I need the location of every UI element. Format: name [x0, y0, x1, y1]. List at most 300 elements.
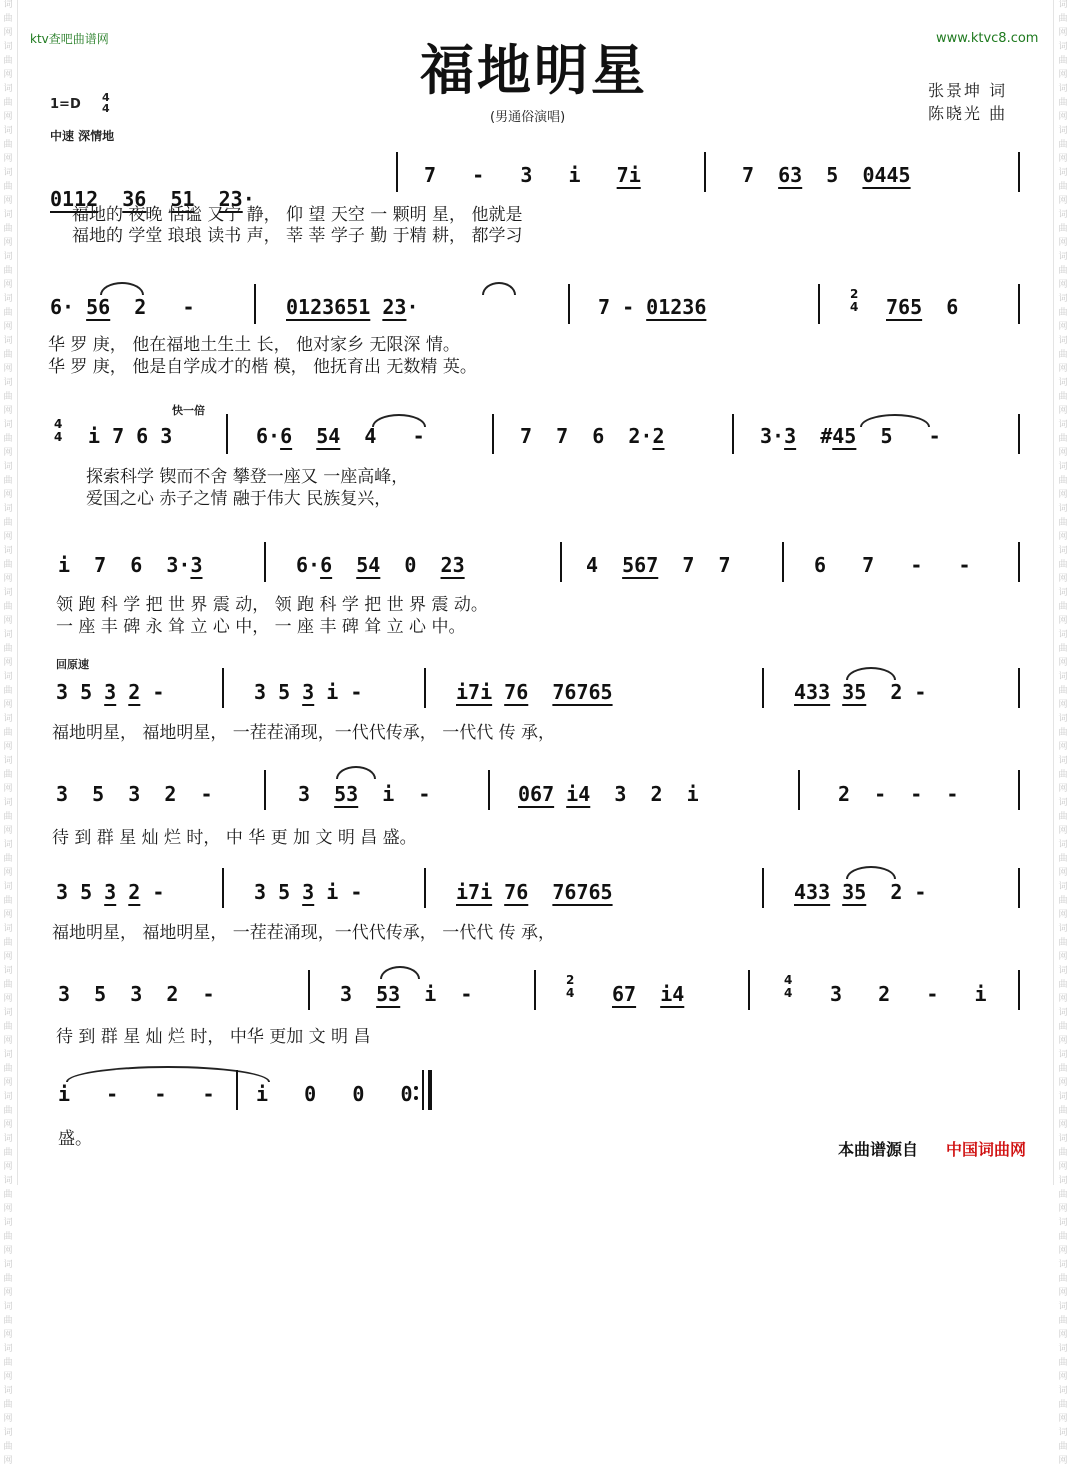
barline — [1018, 970, 1020, 1010]
watermark-glyph: 网 — [1058, 490, 1068, 500]
watermark-glyph: 网 — [3, 238, 13, 248]
watermark-glyph: 网 — [3, 700, 13, 710]
watermark-glyph: 网 — [3, 868, 13, 878]
watermark-glyph: 曲 — [3, 770, 13, 780]
watermark-glyph: 网 — [3, 490, 13, 500]
watermark-glyph: 曲 — [1058, 896, 1068, 906]
watermark-glyph: 网 — [3, 1120, 13, 1130]
lyrics-row-5: 福地明星， 福地明星， 一茬茬涌现，一代代传承， 一代代 传 承， — [52, 723, 556, 743]
watermark-glyph: 网 — [1058, 1246, 1068, 1256]
watermark-glyph: 网 — [3, 154, 13, 164]
lyrics-row-3-verse-2: 爱国之心 赤子之情 融于伟大 民族复兴， — [86, 489, 392, 509]
watermark-glyph: 曲 — [3, 728, 13, 738]
watermark-glyph: 网 — [3, 826, 13, 836]
lyrics-row-1-verse-2: 福地的 学堂 琅琅 读书 声， 莘 莘 学子 勤 于精 耕， 都学习 — [72, 226, 523, 246]
watermark-glyph: 词 — [3, 924, 13, 934]
watermark-glyph: 网 — [3, 1330, 13, 1340]
watermark-glyph: 网 — [3, 1372, 13, 1382]
watermark-glyph: 曲 — [1058, 182, 1068, 192]
watermark-glyph: 词 — [3, 840, 13, 850]
watermark-glyph: 网 — [1058, 658, 1068, 668]
lyrics-row-3-verse-1: 探索科学 锲而不舍 攀登一座又 一座高峰， — [86, 467, 409, 487]
watermark-glyph: 词 — [1058, 168, 1068, 178]
watermark-glyph: 网 — [3, 280, 13, 290]
watermark-glyph: 网 — [3, 994, 13, 1004]
lyrics-row-4-verse-1: 领 跑 科 学 把 世 界 震 动， 领 跑 科 学 把 世 界 震 动。 — [56, 595, 488, 615]
watermark-glyph: 词 — [1058, 882, 1068, 892]
watermark-glyph: 词 — [3, 1008, 13, 1018]
watermark-glyph: 网 — [1058, 28, 1068, 38]
watermark-glyph: 词 — [1058, 504, 1068, 514]
watermark-glyph: 曲 — [1058, 14, 1068, 24]
watermark-glyph: 网 — [1058, 742, 1068, 752]
watermark-glyph: 曲 — [1058, 644, 1068, 654]
watermark-glyph: 词 — [1058, 714, 1068, 724]
watermark-glyph: 网 — [1058, 1288, 1068, 1298]
watermark-glyph: 网 — [1058, 154, 1068, 164]
notation-row-1: 0112 36 51 23· — [50, 187, 303, 211]
watermark-glyph: 网 — [1058, 616, 1068, 626]
site-logo-left[interactable]: ktv查吧曲谱网 — [30, 32, 109, 46]
watermark-glyph: 词 — [1058, 546, 1068, 556]
watermark-glyph: 网 — [1058, 1372, 1068, 1382]
tempo-change-mark: 快一倍 — [172, 404, 205, 417]
watermark-glyph: 网 — [3, 322, 13, 332]
watermark-glyph: 曲 — [3, 1400, 13, 1410]
notation-row-8-m4: 3 2 - i — [830, 982, 987, 1006]
watermark-glyph: 词 — [1058, 336, 1068, 346]
watermark-glyph: 网 — [1058, 406, 1068, 416]
watermark-glyph: 曲 — [3, 518, 13, 528]
watermark-glyph: 网 — [1058, 1456, 1068, 1466]
watermark-glyph: 网 — [3, 1036, 13, 1046]
barline — [236, 1070, 238, 1110]
tempo-marking: 中速 深情地 — [50, 129, 115, 143]
watermark-glyph: 曲 — [3, 1274, 13, 1284]
watermark-glyph: 曲 — [3, 308, 13, 318]
watermark-glyph: 曲 — [3, 1148, 13, 1158]
watermark-glyph: 网 — [1058, 826, 1068, 836]
watermark-glyph: 网 — [1058, 322, 1068, 332]
watermark-glyph: 词 — [1058, 1008, 1068, 1018]
watermark-glyph: 网 — [3, 1162, 13, 1172]
watermark-glyph: 词 — [3, 714, 13, 724]
watermark-glyph: 曲 — [3, 1232, 13, 1242]
watermark-glyph: 曲 — [1058, 434, 1068, 444]
watermark-glyph: 曲 — [3, 1358, 13, 1368]
watermark-glyph: 网 — [3, 574, 13, 584]
watermark-glyph: 网 — [1058, 784, 1068, 794]
watermark-glyph: 词 — [1058, 462, 1068, 472]
watermark-glyph: 词 — [1058, 924, 1068, 934]
watermark-glyph: 网 — [3, 1414, 13, 1424]
watermark-glyph: 词 — [3, 210, 13, 220]
watermark-glyph: 词 — [1058, 252, 1068, 262]
watermark-glyph: 网 — [1058, 70, 1068, 80]
watermark-glyph: 词 — [3, 336, 13, 346]
watermark-glyph: 词 — [3, 1386, 13, 1396]
watermark-glyph: 网 — [1058, 1120, 1068, 1130]
barline — [424, 668, 426, 708]
notation-row-8-m2: 3 53 i - — [340, 982, 473, 1006]
watermark-glyph: 词 — [3, 0, 13, 10]
watermark-glyph: 网 — [3, 952, 13, 962]
watermark-glyph: 曲 — [3, 938, 13, 948]
watermark-glyph: 词 — [3, 588, 13, 598]
time-sig-top: 4 — [102, 91, 110, 104]
watermark-glyph: 词 — [1058, 588, 1068, 598]
notation-row-2-m4: 765 6 — [886, 295, 959, 319]
barline — [762, 868, 764, 908]
watermark-glyph: 曲 — [1058, 518, 1068, 528]
watermark-glyph: 曲 — [1058, 938, 1068, 948]
barline — [222, 868, 224, 908]
watermark-glyph: 网 — [3, 1288, 13, 1298]
watermark-glyph: 网 — [3, 196, 13, 206]
watermark-glyph: 词 — [3, 1428, 13, 1438]
watermark-glyph: 曲 — [1058, 98, 1068, 108]
notation-row-4-m2: 6·6 54 0 23 — [296, 553, 465, 577]
left-margin-line — [17, 0, 18, 1185]
barline — [1018, 152, 1020, 192]
watermark-glyph: 词 — [1058, 1050, 1068, 1060]
barline — [798, 770, 800, 810]
slur — [380, 966, 420, 979]
watermark-glyph: 词 — [3, 42, 13, 52]
time-signature-change-2-4: 2 4 — [850, 287, 859, 314]
barline — [264, 770, 266, 810]
notation-row-7-m3: i7i 76 76765 — [456, 880, 613, 904]
song-title: 福地明星 — [420, 38, 648, 102]
barline — [534, 970, 536, 1010]
barline — [560, 542, 562, 582]
watermark-glyph: 曲 — [3, 854, 13, 864]
watermark-glyph: 网 — [3, 448, 13, 458]
left-watermark-strip — [2, 0, 14, 1466]
barline — [488, 770, 490, 810]
watermark-glyph: 词 — [3, 1092, 13, 1102]
watermark-glyph: 曲 — [1058, 224, 1068, 234]
watermark-glyph: 词 — [1058, 672, 1068, 682]
watermark-glyph: 曲 — [1058, 602, 1068, 612]
watermark-glyph: 网 — [3, 70, 13, 80]
slur — [336, 766, 376, 779]
watermark-glyph: 词 — [3, 1344, 13, 1354]
watermark-glyph: 网 — [3, 28, 13, 38]
notation-row-2-m1: 6· 56 2 - — [50, 295, 195, 319]
watermark-glyph: 网 — [3, 1078, 13, 1088]
barline — [568, 284, 570, 324]
watermark-glyph: 词 — [3, 420, 13, 430]
watermark-glyph: 词 — [3, 1218, 13, 1228]
watermark-glyph: 曲 — [1058, 854, 1068, 864]
watermark-glyph: 网 — [1058, 1078, 1068, 1088]
watermark-glyph: 曲 — [1058, 1358, 1068, 1368]
key-signature: 1=D — [50, 97, 81, 112]
watermark-glyph: 词 — [1058, 966, 1068, 976]
watermark-glyph: 曲 — [1058, 1274, 1068, 1284]
watermark-glyph: 曲 — [3, 1442, 13, 1452]
watermark-glyph: 词 — [3, 1260, 13, 1270]
watermark-glyph: 网 — [1058, 868, 1068, 878]
watermark-glyph: 曲 — [3, 224, 13, 234]
watermark-glyph: 词 — [3, 168, 13, 178]
notation-row-4-m1: i 7 6 3·3 — [58, 553, 203, 577]
watermark-glyph: 曲 — [3, 1190, 13, 1200]
time-signature-change-4-4: 4 4 — [784, 973, 793, 1000]
slur — [100, 282, 144, 295]
watermark-glyph: 词 — [1058, 1176, 1068, 1186]
notation-row-5-m4: 433 35 2 - — [794, 680, 927, 704]
watermark-glyph: 曲 — [3, 434, 13, 444]
watermark-glyph: 词 — [1058, 630, 1068, 640]
lyricist-credit: 张景坤 词 — [928, 81, 1008, 100]
watermark-glyph: 网 — [3, 112, 13, 122]
time-sig-bottom: 4 — [102, 102, 110, 115]
watermark-glyph: 词 — [1058, 126, 1068, 136]
composer-credit: 陈晓光 曲 — [928, 104, 1008, 123]
watermark-glyph: 曲 — [3, 476, 13, 486]
barline — [748, 970, 750, 1010]
tie-slur — [66, 1066, 270, 1082]
watermark-glyph: 网 — [1058, 196, 1068, 206]
watermark-glyph: 曲 — [1058, 1190, 1068, 1200]
watermark-glyph: 曲 — [3, 896, 13, 906]
watermark-glyph: 词 — [3, 1134, 13, 1144]
lyrics-row-6: 待 到 群 星 灿 烂 时， 中 华 更 加 文 明 昌 盛。 — [52, 828, 417, 848]
watermark-glyph: 曲 — [1058, 770, 1068, 780]
watermark-glyph: 词 — [3, 798, 13, 808]
watermark-glyph: 曲 — [1058, 1232, 1068, 1242]
watermark-glyph: 网 — [1058, 1036, 1068, 1046]
watermark-glyph: 词 — [1058, 84, 1068, 94]
notation-row-6-m1: 3 5 3 2 - — [56, 782, 213, 806]
notation-row-7-m4: 433 35 2 - — [794, 880, 927, 904]
barline — [222, 668, 224, 708]
watermark-glyph: 曲 — [1058, 56, 1068, 66]
notation-row-6-m2: 3 53 i - — [298, 782, 431, 806]
notation-row-3-m4: 3·3 #45 5 - — [760, 424, 941, 448]
notation-row-3-m3: 7 7 6 2·2 — [520, 424, 665, 448]
watermark-glyph: 网 — [1058, 364, 1068, 374]
slur — [482, 282, 516, 295]
barline — [226, 414, 228, 454]
watermark-glyph: 曲 — [1058, 1148, 1068, 1158]
watermark-glyph: 词 — [1058, 42, 1068, 52]
watermark-glyph: 网 — [1058, 994, 1068, 1004]
watermark-glyph: 词 — [1058, 798, 1068, 808]
watermark-glyph: 曲 — [1058, 1400, 1068, 1410]
watermark-glyph: 曲 — [1058, 686, 1068, 696]
watermark-glyph: 词 — [3, 252, 13, 262]
watermark-glyph: 曲 — [3, 14, 13, 24]
watermark-glyph: 曲 — [1058, 1022, 1068, 1032]
notation-row-1-m3: 7 63 5 0445 — [742, 163, 911, 187]
watermark-glyph: 曲 — [1058, 1064, 1068, 1074]
watermark-glyph: 网 — [1058, 910, 1068, 920]
watermark-glyph: 曲 — [3, 392, 13, 402]
watermark-glyph: 曲 — [3, 1316, 13, 1326]
barline — [818, 284, 820, 324]
watermark-glyph: 网 — [1058, 238, 1068, 248]
barline — [492, 414, 494, 454]
watermark-glyph: 词 — [1058, 1260, 1068, 1270]
watermark-glyph: 词 — [3, 84, 13, 94]
notation-row-8-m3: 67 i4 — [612, 982, 685, 1006]
watermark-glyph: 词 — [3, 966, 13, 976]
watermark-glyph: 网 — [3, 910, 13, 920]
watermark-glyph: 词 — [3, 630, 13, 640]
watermark-glyph: 网 — [1058, 574, 1068, 584]
site-url-right[interactable]: www.ktvc8.com — [936, 31, 1039, 46]
watermark-glyph: 曲 — [3, 644, 13, 654]
watermark-glyph: 曲 — [3, 350, 13, 360]
watermark-glyph: 曲 — [1058, 266, 1068, 276]
right-watermark-strip — [1057, 0, 1069, 1466]
watermark-glyph: 曲 — [1058, 350, 1068, 360]
watermark-glyph: 网 — [3, 616, 13, 626]
notation-row-4-m4: 6 7 - - — [814, 553, 971, 577]
watermark-glyph: 曲 — [1058, 980, 1068, 990]
watermark-glyph: 词 — [1058, 420, 1068, 430]
watermark-glyph: 词 — [3, 1050, 13, 1060]
notation-row-9-m2: i 0 0 0 — [256, 1082, 413, 1106]
watermark-glyph: 曲 — [3, 1106, 13, 1116]
watermark-glyph: 网 — [1058, 1162, 1068, 1172]
time-signature — [102, 92, 110, 114]
watermark-glyph: 曲 — [3, 1022, 13, 1032]
watermark-glyph: 词 — [1058, 0, 1068, 10]
watermark-glyph: 网 — [3, 784, 13, 794]
watermark-glyph: 网 — [1058, 1414, 1068, 1424]
watermark-glyph: 曲 — [3, 812, 13, 822]
watermark-glyph: 曲 — [3, 686, 13, 696]
watermark-glyph: 曲 — [3, 602, 13, 612]
watermark-glyph: 网 — [3, 1456, 13, 1466]
watermark-glyph: 词 — [1058, 210, 1068, 220]
watermark-glyph: 词 — [1058, 1386, 1068, 1396]
barline — [396, 152, 398, 192]
barline — [254, 284, 256, 324]
watermark-glyph: 词 — [1058, 294, 1068, 304]
watermark-glyph: 词 — [3, 672, 13, 682]
notation-row-4-m3: 4 567 7 7 — [586, 553, 731, 577]
notation-row-1-m2: 7 - 3 i 7i — [424, 163, 641, 187]
watermark-glyph: 曲 — [3, 980, 13, 990]
watermark-glyph: 网 — [1058, 700, 1068, 710]
barline — [424, 868, 426, 908]
watermark-glyph: 网 — [1058, 532, 1068, 542]
time-signature-change-4-4: 4 4 — [54, 417, 63, 444]
watermark-glyph: 网 — [3, 1246, 13, 1256]
watermark-glyph: 曲 — [1058, 560, 1068, 570]
song-subtitle: (男通俗演唱) — [490, 110, 566, 125]
barline — [1018, 542, 1020, 582]
watermark-glyph: 曲 — [3, 1064, 13, 1074]
watermark-glyph: 曲 — [1058, 812, 1068, 822]
slur — [846, 667, 896, 680]
barline — [1018, 284, 1020, 324]
watermark-glyph: 词 — [3, 462, 13, 472]
watermark-glyph: 曲 — [3, 56, 13, 66]
barline — [1018, 414, 1020, 454]
watermark-glyph: 网 — [3, 532, 13, 542]
watermark-glyph: 曲 — [1058, 1316, 1068, 1326]
footer-source-site-link[interactable]: 中国词曲网 — [946, 1140, 1027, 1159]
watermark-glyph: 曲 — [3, 266, 13, 276]
watermark-glyph: 网 — [1058, 952, 1068, 962]
watermark-glyph: 词 — [3, 1176, 13, 1186]
watermark-glyph: 词 — [3, 546, 13, 556]
watermark-glyph: 词 — [3, 504, 13, 514]
watermark-glyph: 网 — [3, 658, 13, 668]
repeat-dot — [414, 1096, 418, 1100]
watermark-glyph: 词 — [1058, 840, 1068, 850]
watermark-glyph: 曲 — [1058, 1106, 1068, 1116]
watermark-glyph: 词 — [1058, 378, 1068, 388]
notation-row-7-m1: 3 5 3 2 - — [56, 880, 165, 904]
watermark-glyph: 曲 — [1058, 392, 1068, 402]
watermark-glyph: 网 — [3, 742, 13, 752]
lyrics-row-9: 盛。 — [58, 1129, 92, 1149]
watermark-glyph: 词 — [1058, 1302, 1068, 1312]
notation-row-7-m2: 3 5 3 i - — [254, 880, 363, 904]
barline — [264, 542, 266, 582]
notation-row-5-m1: 3 5 3 2 - — [56, 680, 165, 704]
barline — [308, 970, 310, 1010]
notation-row-6-m3: 067 i4 3 2 i — [518, 782, 699, 806]
watermark-glyph: 词 — [1058, 756, 1068, 766]
watermark-glyph: 曲 — [1058, 308, 1068, 318]
watermark-glyph: 词 — [1058, 1428, 1068, 1438]
watermark-glyph: 词 — [1058, 1134, 1068, 1144]
watermark-glyph: 网 — [1058, 1204, 1068, 1214]
time-signature-change-2-4: 2 4 — [566, 973, 575, 1000]
watermark-glyph: 词 — [1058, 1092, 1068, 1102]
notation-row-5-m2: 3 5 3 i - — [254, 680, 363, 704]
watermark-glyph: 词 — [3, 294, 13, 304]
watermark-glyph: 曲 — [3, 560, 13, 570]
notation-row-8-m1: 3 5 3 2 - — [58, 982, 215, 1006]
lyrics-row-4-verse-2: 一 座 丰 碑 永 耸 立 心 中， 一 座 丰 碑 耸 立 心 中。 — [56, 617, 466, 637]
notation-row-2-m2: 0123651 23· — [286, 295, 419, 319]
watermark-glyph: 曲 — [1058, 728, 1068, 738]
notation-row-5-m3: i7i 76 76765 — [456, 680, 613, 704]
lyrics-row-2-verse-2: 华 罗 庚， 他是自学成才的楷 模， 他抚育出 无数精 英。 — [48, 357, 477, 377]
watermark-glyph: 曲 — [3, 98, 13, 108]
watermark-glyph: 词 — [3, 378, 13, 388]
watermark-glyph: 词 — [1058, 1344, 1068, 1354]
barline — [704, 152, 706, 192]
watermark-glyph: 曲 — [1058, 1442, 1068, 1452]
notation-row-3-m2: 6·6 54 4 - — [256, 424, 425, 448]
right-margin-line — [1053, 0, 1054, 1185]
repeat-dot — [414, 1086, 418, 1090]
lyrics-row-8: 待 到 群 星 灿 烂 时， 中华 更加 文 明 昌 — [56, 1027, 371, 1047]
watermark-glyph: 网 — [3, 364, 13, 374]
watermark-glyph: 网 — [1058, 1330, 1068, 1340]
barline — [762, 668, 764, 708]
lyrics-row-7: 福地明星， 福地明星， 一茬茬涌现，一代代传承， 一代代 传 承， — [52, 923, 556, 943]
notation-row-2-m3: 7 - 01236 — [598, 295, 707, 319]
barline — [1018, 668, 1020, 708]
resume-tempo-mark: 回原速 — [56, 658, 89, 671]
barline — [782, 542, 784, 582]
watermark-glyph: 词 — [3, 1302, 13, 1312]
watermark-glyph: 曲 — [3, 140, 13, 150]
barline — [1018, 868, 1020, 908]
repeat-barline-thin — [422, 1070, 424, 1110]
